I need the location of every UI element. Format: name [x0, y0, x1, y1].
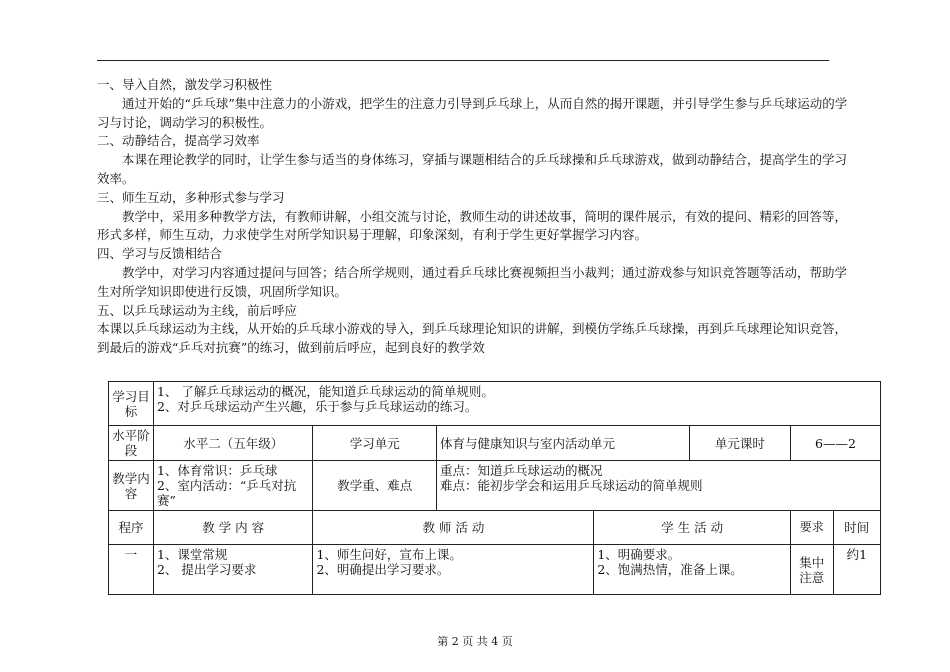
level-label: 水平阶段	[109, 426, 154, 461]
goal-item: 2、对乒乓球运动产生兴趣，乐于参与乒乓球运动的练习。	[156, 399, 478, 414]
header-time-count	[833, 511, 880, 545]
row-teacher-item: 1、师生问好，宣布上课。	[316, 547, 462, 562]
header-student: 学 生 活 动	[594, 511, 791, 545]
lesson-plan-table	[108, 381, 881, 595]
row-content-item: 1、课堂常规	[156, 547, 228, 562]
header-content: 教 学 内 容	[153, 511, 313, 545]
row-content	[153, 545, 313, 595]
section-heading: 五、以乒乓球运动为主线，前后呼应	[97, 302, 298, 318]
goals-label: 学习目标	[109, 382, 154, 426]
unit-value: 体育与健康知识与室内活动单元	[437, 426, 690, 461]
goal-item: 1、 了解乒乓球运动的概况，能知道乒乓球运动的简单规则。	[156, 384, 494, 399]
hours-value: 6——2	[790, 426, 880, 461]
focus-item: 难点：能初步学会和运用乒乓球运动的简单规则	[440, 478, 703, 493]
section-heading: 四、学习与反馈相结合	[97, 246, 223, 262]
reflection-text	[97, 76, 849, 358]
row-student	[594, 545, 791, 595]
header-req: 要求	[790, 511, 833, 545]
section-paragraph: 本课以乒乓球运动为主线，从开始的乒乓球小游戏的导入，到乒乓球理论知识的讲解，到模仿学练乒乓球操，再到乒乓球理论知识竞答，到最后的游戏“乒乓对抗赛”的练习，做到前后呼应，起到良好的教学效	[97, 321, 848, 356]
section-paragraph: 本课在理论教学的同时，让学生参与适当的身体练习，穿插与课题相结合的乒乓球操和乒乓球游戏，做到动静结合，提高学生的学习效率。	[97, 152, 848, 186]
row-teacher-item: 2、明确提出学习要求。	[316, 562, 450, 577]
goals-cell	[153, 382, 880, 426]
row-step: 一	[109, 545, 154, 595]
row-student-item: 1、明确要求。	[597, 547, 681, 562]
page-footer: 第 2 页 共 4 页	[437, 635, 513, 648]
section-paragraph: 通过开始的“乒乓球”集中注意力的小游戏，把学生的注意力引导到乒乓球上，从而自然的揭开课题，并引导学生参与乒乓球运动的学习与讨论，调动学习的积极性。	[97, 95, 848, 130]
content-item: 1、体育常识：乒乓球	[156, 463, 278, 478]
focus-item: 重点：知道乒乓球运动的概况	[440, 463, 603, 478]
row-student-item: 2、饱满热情，准备上课。	[597, 562, 743, 577]
focus-label: 教学重、难点	[313, 461, 437, 511]
level-value: 水平二（五年级）	[153, 426, 313, 461]
section-heading: 三、师生互动，多种形式参与学习	[97, 189, 285, 205]
row-teacher	[313, 545, 594, 595]
focus-cell	[437, 461, 881, 511]
section-heading: 一、导入自然，激发学习积极性	[97, 77, 273, 92]
section-heading: 二、动静结合，提高学习效率	[97, 133, 260, 149]
row-time-value: 约1	[846, 547, 868, 562]
header-time: 时间	[844, 520, 870, 535]
unit-label: 学习单元	[313, 426, 437, 461]
hours-label: 单元课时	[689, 426, 790, 461]
section-paragraph: 教学中，对学习内容通过提问与回答；结合所学规则，通过看乒乓球比赛视频担当小裁判；通过游戏参与知识竞答题等活动，帮助学生对所学知识即使进行反馈，巩固所学知识。	[97, 264, 848, 299]
content-label: 教学内容	[109, 461, 154, 511]
row-time	[833, 545, 880, 595]
section-paragraph: 教学中，采用多种教学方法，有教师讲解，小组交流与讨论，教师生动的讲述故事，简明的课件展示，有效的提问、精彩的回答等，形式多样，师生互动，力求使学生对所学知识易于理解，印象深刻，有利于学生更好掌握学习内容。	[97, 208, 848, 243]
header-rule	[97, 60, 829, 61]
header-step: 程序	[109, 511, 154, 545]
row-req: 集中注意	[790, 545, 833, 595]
row-content-item: 2、 提出学习要求	[156, 562, 257, 577]
header-teacher: 教 师 活 动	[313, 511, 594, 545]
content-cell	[153, 461, 313, 511]
content-item: 2、室内活动：“乒乓对抗赛”	[156, 478, 297, 508]
